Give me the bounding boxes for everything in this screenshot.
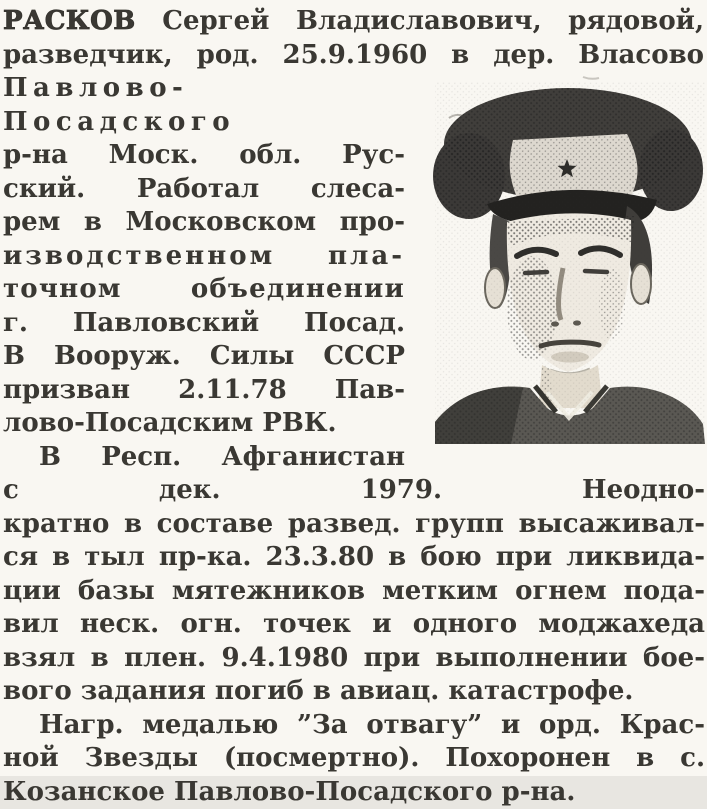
text-line: ся в тыл пр-ка. 23.3.80 в бою при ликвида- bbox=[3, 541, 705, 575]
text-line: с дек. 1979. Неодно- bbox=[3, 474, 705, 508]
text-line: рем в Московском про- bbox=[3, 206, 705, 240]
text-line: изводственном пла- bbox=[3, 240, 705, 274]
text-line: лово-Посадским РВК. bbox=[3, 407, 705, 441]
soldier-portrait-photo bbox=[435, 72, 705, 469]
text-line: Нагр. медалью ”За отвагу” и орд. Крас- bbox=[3, 709, 705, 743]
text-line: ции базы мятежников метким огнем пода- bbox=[3, 575, 705, 609]
text-line: кратно в составе развед. групп высаживал- bbox=[3, 508, 705, 542]
photo-top-spacer bbox=[704, 5, 705, 72]
scan-artifact bbox=[583, 77, 599, 79]
line-rest: Сергей Владиславович, рядовой, bbox=[136, 6, 704, 36]
text-line: г. Павловский Посад. bbox=[3, 307, 705, 341]
halftone-grain bbox=[435, 82, 705, 444]
text-line: В Вооруж. Силы СССР bbox=[3, 340, 705, 374]
text-line: точном объединении bbox=[3, 273, 705, 307]
text-line: р-на Моск. обл. Рус- bbox=[3, 139, 705, 173]
text-line: вого задания погиб в авиац. катастрофе. bbox=[3, 675, 705, 709]
text-line: взял в плен. 9.4.1980 при выполнении бое- bbox=[3, 642, 705, 676]
text-line: призван 2.11.78 Пав- bbox=[3, 374, 705, 408]
text-line: ский. Работал слеса- bbox=[3, 173, 705, 207]
text-line: ной Звезды (посмертно). Похоронен в с. bbox=[3, 742, 705, 776]
text-line: Козанское Павлово-Посадского р-на. bbox=[3, 776, 705, 809]
text-line: разведчик, род. 25.9.1960 в дер. Власово bbox=[3, 39, 705, 73]
text-line: В Респ. Афганистан bbox=[3, 441, 705, 475]
text-line: вил неск. огн. точек и одного моджахеда bbox=[3, 608, 705, 642]
halftone-portrait bbox=[435, 72, 705, 444]
biography-entry bbox=[3, 5, 705, 809]
text-line: Павлово-Посадского bbox=[3, 72, 705, 139]
text-line bbox=[3, 5, 705, 39]
surname: РАСКОВ bbox=[3, 6, 136, 36]
